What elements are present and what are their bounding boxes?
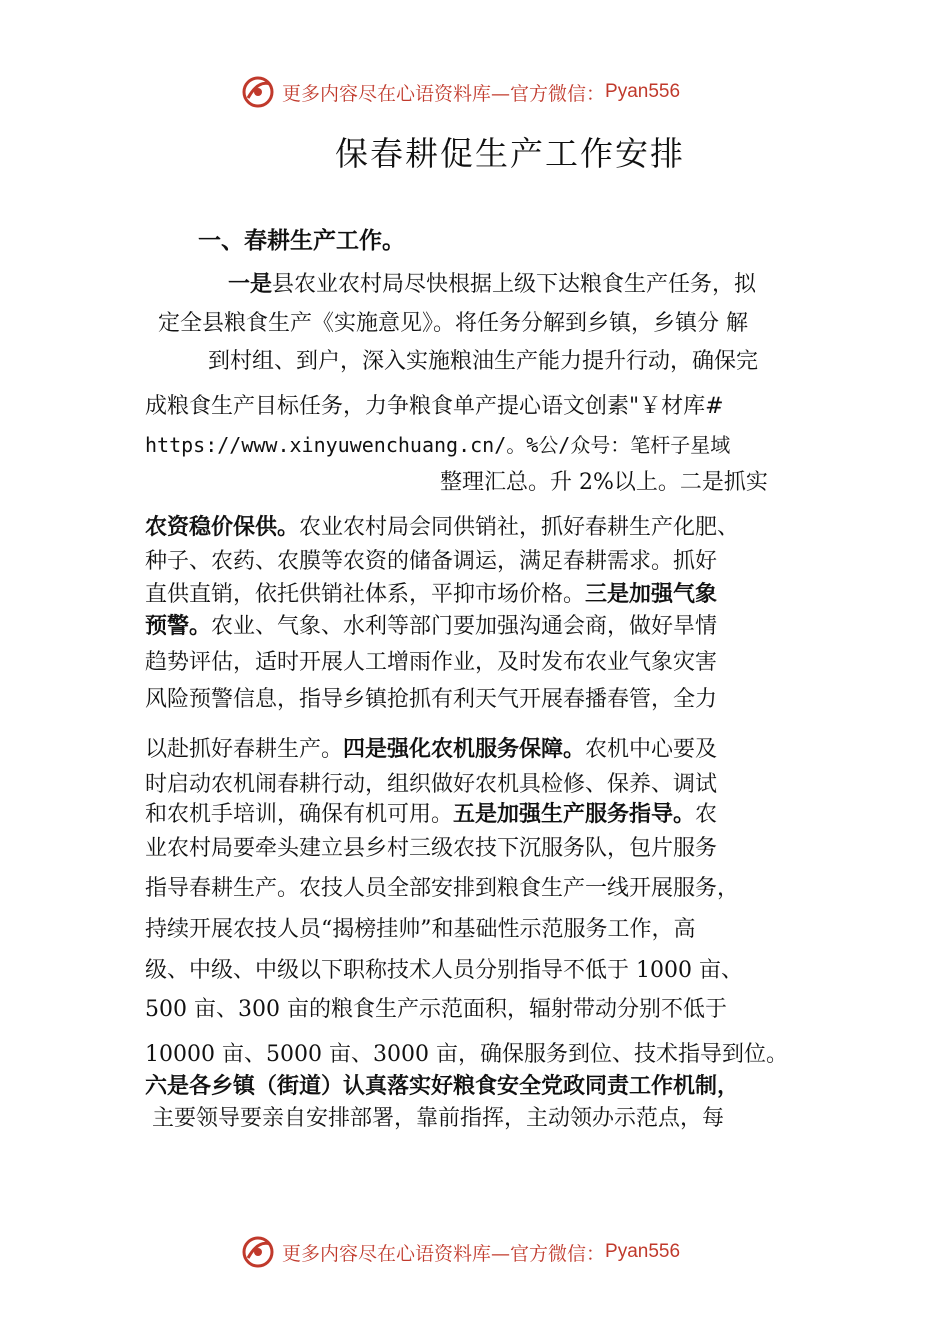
body-line: 种子、农药、农膜等农资的储备调运，满足春耕需求。抓好 — [145, 549, 718, 574]
body-line: 整理汇总。升 2%以上。二是抓实 — [440, 470, 768, 495]
logo-icon — [240, 74, 276, 110]
logo-icon — [240, 1234, 276, 1270]
section-heading: 一、春耕生产工作。 — [198, 228, 405, 254]
body-line: 业农村局要牵头建立县乡村三级农技下沉服务队，包片服务 — [145, 836, 718, 861]
body-line: 风险预警信息，指导乡镇抢抓有利天气开展春播春管，全力 — [145, 687, 718, 712]
body-line: 主要领导要亲自安排部署，靠前指挥，主动领办示范点，每 — [152, 1106, 725, 1131]
body-line: 一是县农业农村局尽快根据上级下达粮食生产任务，拟 — [228, 272, 757, 297]
body-line: 定全县粮食生产《实施意见》。将任务分解到乡镇，乡镇分 解 — [158, 311, 748, 336]
banner-text: 更多内容尽在心语资料库—官方微信： — [282, 1242, 606, 1265]
body-line: 持续开展农技人员“揭榜挂帅”和基础性示范服务工作，高 — [145, 917, 696, 942]
banner-wechat-id: Pyan556 — [605, 81, 681, 102]
header-banner — [240, 72, 680, 112]
body-line: 级、中级、中级以下职称技术人员分别指导不低于 1000 亩、 — [145, 958, 743, 983]
body-line: 农资稳价保供。农业农村局会同供销社，抓好春耕生产化肥、 — [145, 515, 740, 540]
body-line: 趋势评估，适时开展人工增雨作业，及时发布农业气象灾害 — [145, 650, 718, 675]
body-line: 时启动农机闹春耕行动，组织做好农机具检修、保养、调试 — [145, 772, 718, 797]
banner-text: 更多内容尽在心语资料库—官方微信： — [282, 82, 606, 105]
body-line: 500 亩、300 亩的粮食生产示范面积，辐射带动分别不低于 — [145, 997, 727, 1022]
body-line: 直供直销，依托供销社体系，平抑市场价格。三是加强气象 — [145, 582, 718, 607]
body-line: 以赴抓好春耕生产。四是强化农机服务保障。农机中心要及 — [145, 737, 718, 762]
body-line: https://www.xinyuwenchuang.cn/。%公/众号：笔杆子星域 — [145, 433, 731, 457]
body-line: 指导春耕生产。农技人员全部安排到粮食生产一线开展服务， — [145, 876, 740, 901]
body-line: 10000 亩、5000 亩、3000 亩，确保服务到位、技术指导到位。 — [145, 1042, 788, 1067]
body-line: 到村组、到户，深入实施粮油生产能力提升行动，确保完 — [208, 349, 759, 374]
body-line: 六是各乡镇（街道）认真落实好粮食安全党政同责工作机制， — [145, 1074, 740, 1099]
body-line: 和农机手培训，确保有机可用。五是加强生产服务指导。农 — [145, 802, 718, 827]
body-line: 预警。农业、气象、水利等部门要加强沟通会商，做好旱情 — [145, 614, 718, 639]
document-title: 保春耕促生产工作安排 — [335, 134, 685, 173]
banner-wechat-id: Pyan556 — [605, 1241, 681, 1262]
body-line: 成粮食生产目标任务，力争粮食单产提心语文创素"￥材库# — [145, 394, 724, 419]
footer-banner — [240, 1232, 680, 1272]
